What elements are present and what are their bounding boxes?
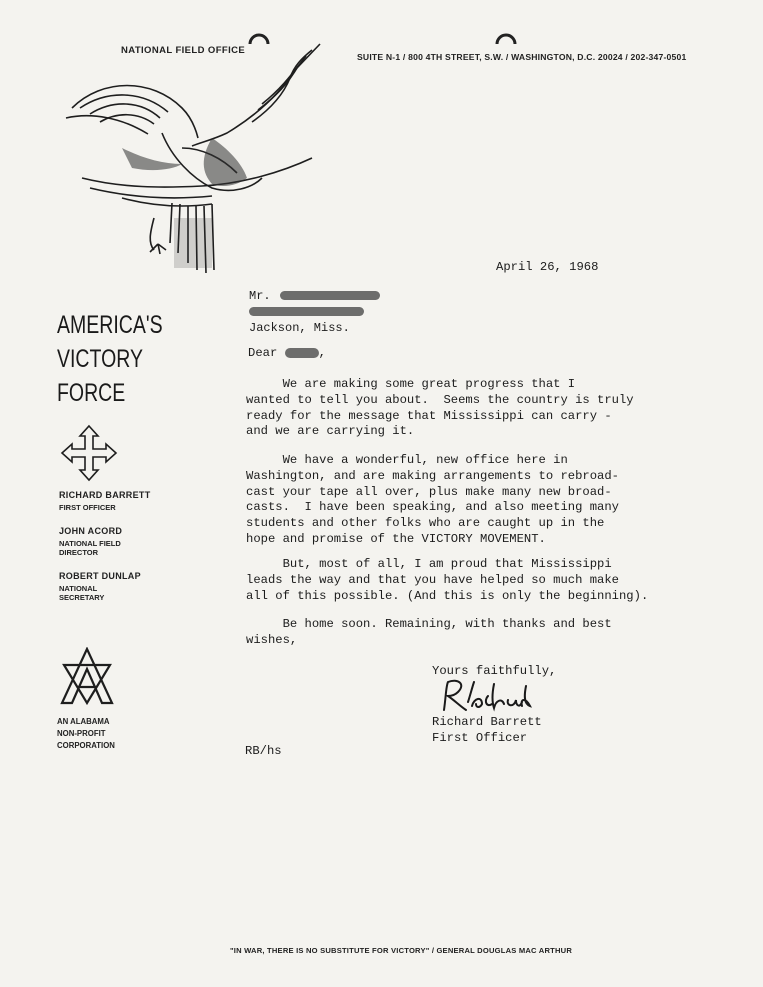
salutation-end: ,	[318, 346, 326, 360]
officer-entry	[59, 526, 151, 557]
redaction-mark	[285, 348, 319, 358]
signer-title: First Officer	[432, 731, 528, 745]
officers-list	[59, 490, 151, 616]
letter-paragraph: We have a wonderful, new office here in Washington, and are making arrangements to rebroad- cast your tape all over, plus make many new broad- casts. I have been speaking, and also meeting many students and other folks who are caught up in the hope and promise of the VICTORY MOVEMENT.	[246, 453, 619, 546]
officer-entry	[59, 490, 151, 512]
salutation	[248, 346, 326, 360]
corp-line: AN ALABAMA	[57, 717, 110, 726]
officer-name: ROBERT DUNLAP	[59, 571, 141, 581]
officer-title: NATIONAL SECRETARY	[59, 584, 105, 602]
org-name-line: VICTORY	[57, 345, 143, 373]
letter-paragraph: But, most of all, I am proud that Mississippi leads the way and that you have helped so much make all of this possible. (And this is only the beginning).	[246, 557, 649, 603]
org-name-line: FORCE	[57, 379, 126, 407]
office-address: SUITE N-1 / 800 4TH STREET, S.W. / WASHINGTON, D.C. 20024 / 202-347-0501	[357, 52, 687, 62]
addressee-city: Jackson, Miss.	[249, 321, 350, 335]
salutation-start: Dear	[248, 346, 278, 360]
closing: Yours faithfully,	[432, 664, 557, 678]
footer-quote: "IN WAR, THERE IS NO SUBSTITUTE FOR VICTORY" / GENERAL DOUGLAS MAC ARTHUR	[230, 946, 573, 955]
signer-name: Richard Barrett	[432, 715, 542, 729]
officer-title: NATIONAL FIELD DIRECTOR	[59, 539, 121, 557]
redaction-mark	[280, 291, 380, 300]
corp-line: CORPORATION	[57, 741, 115, 750]
office-label: NATIONAL FIELD OFFICE	[121, 45, 246, 56]
letter-date: April 26, 1968	[496, 260, 599, 274]
officer-name: RICHARD BARRETT	[59, 490, 151, 500]
cross-arrows-icon	[60, 424, 118, 482]
signature	[436, 676, 546, 716]
org-name-line: AMERICA'S	[57, 311, 163, 339]
a-emblem-icon	[56, 647, 118, 707]
addressee-street-line	[249, 304, 380, 320]
officer-entry	[59, 571, 151, 602]
corp-line: NON-PROFIT	[57, 729, 106, 738]
typist-initials: RB/hs	[245, 744, 282, 758]
redaction-mark	[249, 307, 364, 316]
addressee-prefix: Mr.	[249, 289, 271, 303]
addressee-name-line	[249, 288, 380, 304]
letter-paragraph: We are making some great progress that I wanted to tell you about. Seems the country is truly ready for the message that Mississippi can carry - and we are carrying it.	[246, 377, 634, 439]
addressee-block	[249, 288, 380, 336]
organization-name	[57, 308, 163, 410]
letter-paragraph: Be home soon. Remaining, with thanks and best wishes,	[246, 617, 612, 647]
officer-title: FIRST OFFICER	[59, 503, 116, 512]
officer-name: JOHN ACORD	[59, 526, 123, 536]
corporation-note	[57, 716, 115, 752]
signer-block	[432, 714, 542, 746]
eagle-icon	[62, 38, 332, 288]
